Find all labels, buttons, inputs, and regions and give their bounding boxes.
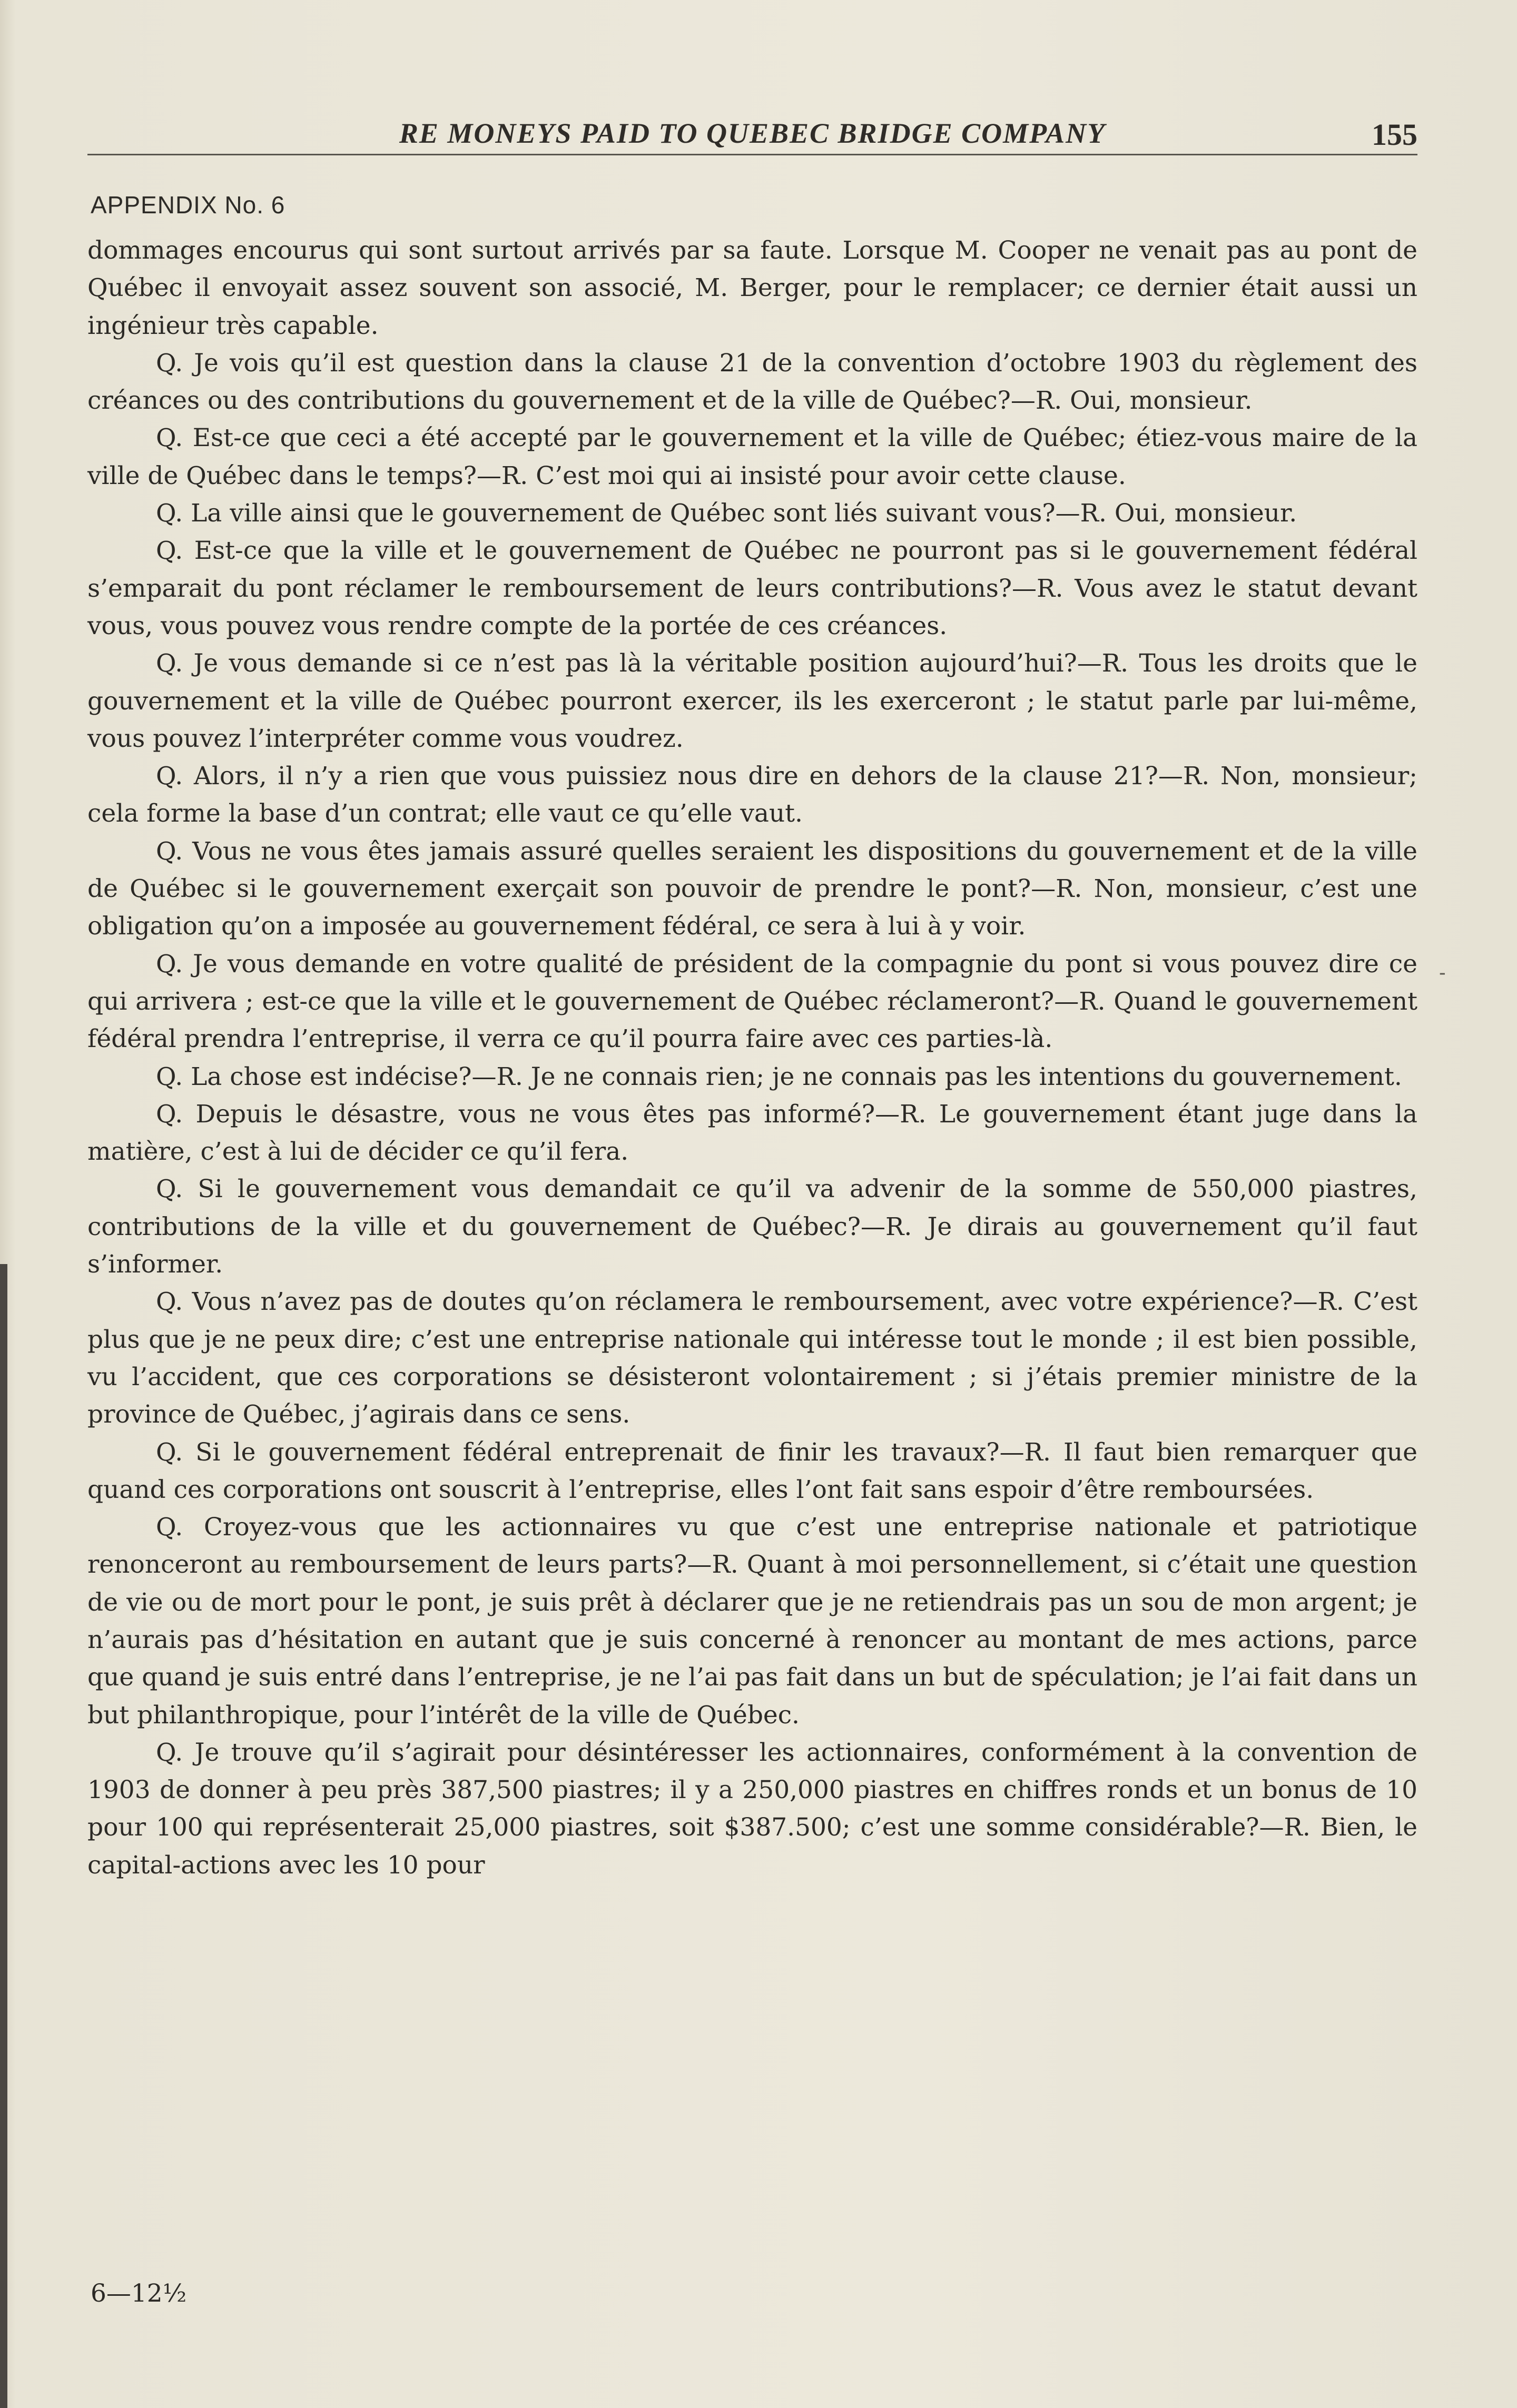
page-edge-shadow [0, 1264, 7, 2408]
paragraph: Q. Est-ce que la ville et le gouvernement de Québec ne pourront pas si le gouvernement fédéral s’emparait du pont réclamer le remboursement de leurs contributions?—R. Vous avez le statut devant vous, vous pouvez vous rendre compte de la portée de ces créances. [87, 536, 1417, 640]
paragraph: Q. Je vois qu’il est question dans la clause 21 de la convention d’octobre 1903 du règlement des créances ou des contributions du gouvernement et de la ville de Québec?—R. Oui, monsieur. [87, 348, 1417, 416]
paragraph: Q. Croyez-vous que les actionnaires vu que c’est une entreprise nationale et patriotique renonceront au remboursement de leurs parts?—R. Quant à moi personnellement, si c’était une question de vie ou de mort pour le pont, je suis prêt à déclarer que je ne retiendrais pas un sou de mon argent; je n’aurais pas d’hésitation en autant que je suis concerné à renoncer au montant de mes actions, parce que quand je suis entré dans l’entreprise, je ne l’ai pas fait dans un but de spéculation; je l’ai fait dans un but philanthropique, pour l’intérêt de la ville de Québec. [87, 1513, 1417, 1730]
signature-mark: 6—12½ [91, 2279, 187, 2308]
paragraph: Q. Je vous demande si ce n’est pas là la véritable position aujourd’hui?—R. Tous les droits que le gouvernement et la ville de Québec pourront exercer, ils les exerceront ; le statut parle par lui-même, vous pouvez l’interpréter comme vous voudrez. [87, 649, 1417, 753]
header-rule [87, 154, 1417, 155]
paragraph: Q. La ville ainsi que le gouvernement de Québec sont liés suivant vous?—R. Oui, monsieur. [156, 499, 1297, 528]
paragraph: Q. Est-ce que ceci a été accepté par le gouvernement et la ville de Québec; étiez-vous maire de la ville de Québec dans le temps?—R. C’est moi qui ai insisté pour avoir cette clause. [87, 423, 1417, 490]
paragraph: Q. Depuis le désastre, vous ne vous êtes pas informé?—R. Le gouvernement étant juge dans la matière, c’est à lui de décider ce qu’il fera. [87, 1099, 1417, 1167]
paragraph: Q. Alors, il n’y a rien que vous puissiez nous dire en dehors de la clause 21?—R. Non, monsieur; cela forme la base d’un contrat; elle vaut ce qu’elle vaut. [87, 762, 1417, 828]
running-title: RE MONEYS PAID TO QUEBEC BRIDGE COMPANY [399, 117, 1106, 149]
margin-mark: - [1439, 962, 1446, 984]
paragraph: Q. La chose est indécise?—R. Je ne connais rien; je ne connais pas les intentions du gouvernement. [156, 1062, 1402, 1091]
page-header [87, 117, 1417, 154]
paragraph: Q. Vous ne vous êtes jamais assuré quelles seraient les dispositions du gouvernement et de la ville de Québec si le gouvernement exerçait son pouvoir de prendre le pont?—R. Non, monsieur, c’est une obligation qu’on a imposée au gouvernement fédéral, ce sera à lui à y voir. [87, 836, 1417, 941]
paragraph: Q. Si le gouvernement fédéral entreprenait de finir les travaux?—R. Il faut bien remarquer que quand ces corporations ont souscrit à l’entreprise, elles l’ont fait sans espoir d’être remboursées. [87, 1437, 1417, 1504]
paragraph: dommages encourus qui sont surtout arrivés par sa faute. Lorsque M. Cooper ne venait pas au pont de Québec il envoyait assez souvent son associé, M. Berger, pour le remplacer; ce dernier était aussi un ingénieur très capable. [87, 236, 1417, 340]
page-number: 155 [1372, 117, 1417, 152]
paragraph: Q. Vous n’avez pas de doutes qu’on réclamera le remboursement, avec votre expérience?—R. C’est plus que je ne peux dire; c’est une entreprise nationale qui intéresse tout le monde ; il est bien possible, vu l’accident, que ces corporations se désisteront volontairement ; si j’étais premier ministre de la province de Québec, j’agirais dans ce sens. [87, 1287, 1417, 1429]
paragraph: Q. Si le gouvernement vous demandait ce qu’il va advenir de la somme de 550,000 piastres, contributions de la ville et du gouvernement de Québec?—R. Je dirais au gouvernement qu’il faut s’informer. [87, 1175, 1417, 1279]
appendix-label: APPENDIX No. 6 [91, 191, 285, 219]
paragraph: Q. Je vous demande en votre qualité de président de la compagnie du pont si vous pouvez dire ce qui arrivera ; est-ce que la ville et le gouvernement de Québec réclameront?—R. Quand le gouvernement fédéral prendra l’entreprise, il verra ce qu’il pourra faire avec ces parties-là. [87, 949, 1417, 1054]
paragraph: Q. Je trouve qu’il s’agirait pour désintéresser les actionnaires, conformément à la convention de 1903 de donner à peu près 387,500 piastres; il y a 250,000 piastres en chiffres ronds et un bonus de 10 pour 100 qui représenterait 25,000 piastres, soit $387.500; c’est une somme considérable?—R. Bien, le capital-actions avec les 10 pour [87, 1738, 1417, 1880]
body-text [87, 232, 1417, 1884]
